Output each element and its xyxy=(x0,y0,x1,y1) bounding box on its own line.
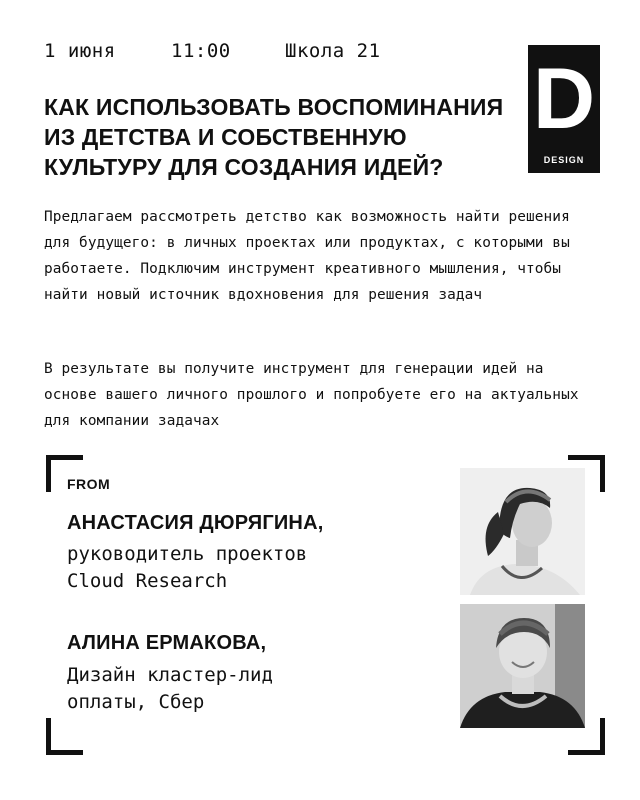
from-label: FROM xyxy=(67,476,111,492)
speaker-1-photo xyxy=(460,468,585,595)
speaker-1-role: руководитель проектов Cloud Research xyxy=(67,543,308,592)
logo-word: DESIGN xyxy=(543,155,585,165)
speaker-1-name: АНАСТАСИЯ ДЮРЯГИНА, xyxy=(67,512,324,534)
event-venue: Школа 21 xyxy=(285,40,381,62)
frame-corner-bottom-left xyxy=(46,718,83,755)
speaker-2-role: Дизайн кластер-лид оплаты, Сбер xyxy=(67,664,273,713)
event-time: 11:00 xyxy=(171,40,231,62)
logo-letter: D xyxy=(532,51,596,147)
design-logo xyxy=(528,45,600,173)
event-date: 1 июня xyxy=(44,40,116,62)
description-paragraph-2: В результате вы получите инструмент для генерации идей на основе вашего личного прошлого и попробуете его на актуальных для компании задачах xyxy=(44,361,579,429)
speaker-2-photo xyxy=(460,604,585,728)
description-paragraph-1: Предлагаем рассмотреть детство как возможность найти решения для будущего: в личных проектах или продуктах, с которыми вы работаете. Подключим инструмент креативного мышления, чтобы найти новый источник вдохновения для решения задач xyxy=(44,209,570,303)
speaker-2-name: АЛИНА ЕРМАКОВА, xyxy=(67,632,267,654)
page-title: КАК ИСПОЛЬЗОВАТЬ ВОСПОМИНАНИЯ ИЗ ДЕТСТВА И СОБСТВЕННУЮ КУЛЬТУРУ ДЛЯ СОЗДАНИЯ ИДЕЙ? xyxy=(44,94,504,180)
